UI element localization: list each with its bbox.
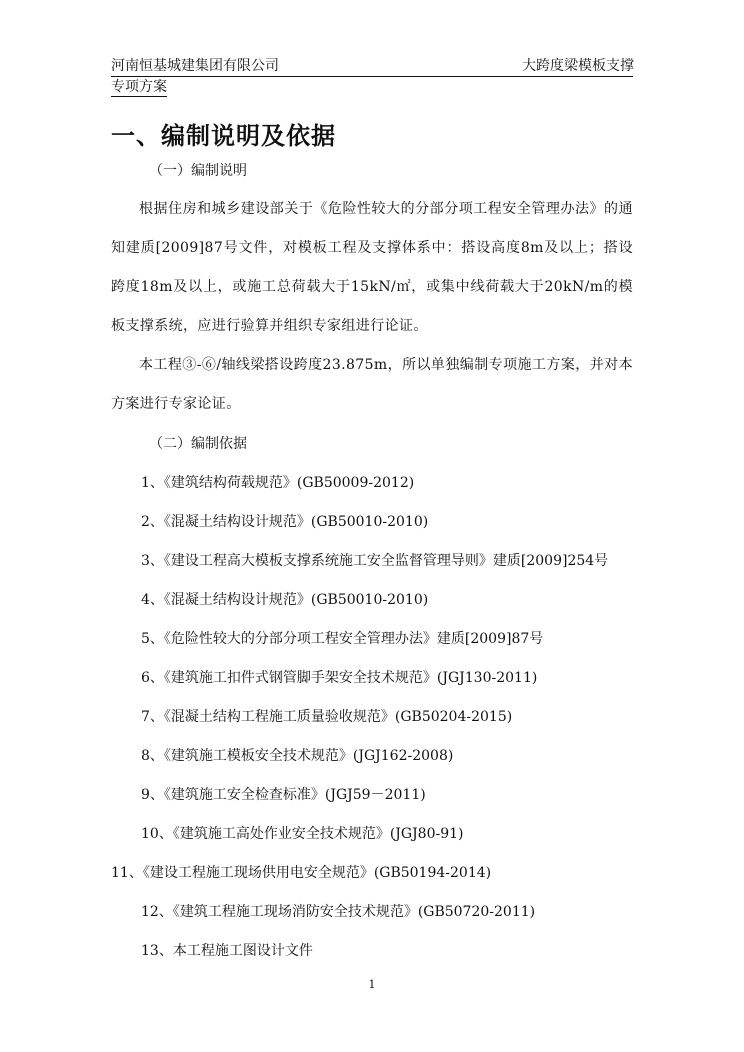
reference-item: 11、《建设工程施工现场供用电安全规范》(GB50194-2014) [111, 865, 492, 881]
reference-item: 12、《建筑工程施工现场消防安全技术规范》(GB50720-2011) [141, 904, 536, 920]
page-number: 1 [368, 978, 376, 991]
header-company: 河南恒基城建集团有限公司 [111, 58, 279, 74]
reference-item: 7、《混凝土结构工程施工质量验收规范》(GB50204-2015) [141, 709, 513, 725]
reference-item: 3、《建设工程高大模板支撑系统施工安全监督管理导则》建质[2009]254号 [141, 553, 609, 569]
reference-item: 13、本工程施工图设计文件 [141, 943, 313, 959]
reference-item: 5、《危险性较大的分部分项工程安全管理办法》建质[2009]87号 [141, 631, 544, 647]
header-rule-short [111, 96, 167, 97]
reference-item: 1、《建筑结构荷载规范》(GB50009-2012) [141, 475, 415, 491]
header-doc-title: 大跨度梁模板支撑 [522, 58, 634, 74]
reference-item: 8、《建筑施工模板安全技术规范》(JGJ162-2008) [141, 748, 454, 764]
reference-item: 10、《建筑施工高处作业安全技术规范》(JGJ80-91) [141, 826, 464, 842]
subsection-title-basis: （二）编制依据 [149, 436, 247, 452]
reference-item: 2、《混凝土结构设计规范》(GB50010-2010) [141, 514, 429, 530]
paragraph-project-span: 本工程③-⑥/轴线梁搭设跨度23.875m，所以单独编制专项施工方案，并对本方案进行专家论证。 [111, 357, 633, 412]
reference-item: 6、《建筑施工扣件式钢管脚手架安全技术规范》(JGJ130-2011) [141, 670, 538, 686]
header-doc-title-continued: 专项方案 [111, 79, 167, 95]
subsection-title-description: （一）编制说明 [149, 163, 247, 179]
section-heading: 一、编制说明及依据 [111, 122, 336, 150]
reference-item: 4、《混凝土结构设计规范》(GB50010-2010) [141, 592, 429, 608]
reference-item: 9、《建筑施工安全检查标准》(JGJ59－2011) [141, 787, 426, 803]
header-rule [111, 76, 633, 77]
paragraph-description: 根据住房和城乡建设部关于《危险性较大的分部分项工程安全管理办法》的通知建质[2009]87号文件，对模板工程及支撑体系中：搭设高度8m及以上；搭设跨度18m及以上，或施工总荷载大于15kN/㎡，或集中线荷载大于20kN/m的模板支撑系统，应进行验算并组织专家组进行论证。 [111, 201, 633, 334]
